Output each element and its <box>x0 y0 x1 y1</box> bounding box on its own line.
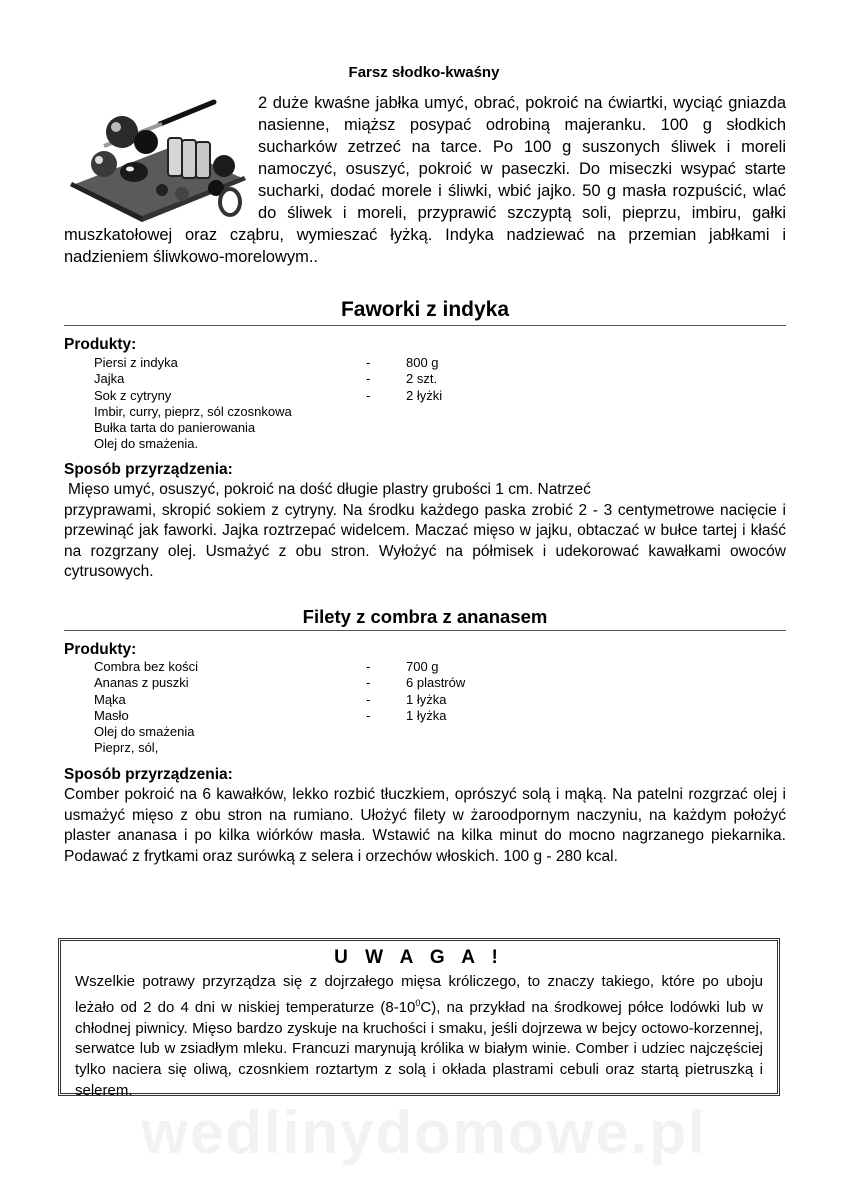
method-paragraph: przyprawami, skropić sokiem z cytryny. Na środku każdego paska zrobić 2 - 3 centymetrowe nacięcie i przewinąć jak faworki. Jajka roztrzepać widelcem. Maczać mięso w jajku, obtaczać w bułce tartej i kłaść na rozgrzany olej. Usmażyć z obu stron. Wyłożyć na półmisek i udekorować kawałkami owoców cytrusowych. <box>64 501 786 580</box>
recipe-title-faworki: Faworki z indyka <box>340 298 510 321</box>
recipe-farsz-text: 2 duże kwaśne jabłka umyć, obrać, pokroić na ćwiartki, wyciąć gniazda nasienne, miąższ posypać odrobiną majeranku. 100 g słodkich sucharków zetrzeć na tarce. Po 100 g suszonych śliwek i moreli namoczyć, osuszyć, pokroić w paseczki. Do miseczki wsypać starte sucharki, dodać morele i śliwki, wbić jajko. 50 g masła rozpuścić, wlać do śliwek i moreli, przyprawić szczyptą soli, pieprzu, imbiru, gałki muszkatołowej oraz cząbru, wymieszać łyżką. Indyka nadziewać na przemian jabłkami i nadzieniem śliwkowo-morelowym.. <box>64 94 786 266</box>
method-text-filety <box>64 785 786 867</box>
ingredient-row <box>94 692 594 708</box>
recipe-farsz-body <box>64 92 786 268</box>
note-text-part: C), na przykład na środkowej półce lodówki lub w chłodnej piwnicy. Mięso bardzo zyskuje na kruchości i smaku, jeśli dojrzewa w bejcy octowo-korzennej, serwatce lub w zsiadłym mleku. Francuzi marynują królika w białym winie. Comber i udziec najczęściej tylko naciera się oliwą, czosnkiem roztartym z solą i okłada plastrami cebuli oraz startą pietruszką i selerem. <box>75 998 763 1099</box>
ingredient-row <box>94 371 594 387</box>
ingredient-row <box>94 724 594 740</box>
ingredient-name: Piersi z indyka <box>94 355 178 370</box>
note-title: U W A G A ! <box>334 947 504 968</box>
ingredient-row <box>94 404 594 420</box>
section-divider <box>64 630 786 631</box>
ingredient-list-filety <box>94 659 594 757</box>
ingredient-list-faworki <box>94 355 594 453</box>
ingredient-name: Bułka tarta do panierowania <box>94 420 256 436</box>
ingredient-qty: 2 łyżki <box>406 387 443 403</box>
note-text-part: Wszelkie potrawy przyrządza się z dojrzałego mięsa króliczego, to znaczy takiego, które po uboju leżało od 2 do 4 dni w niskiej temperaturze (8-10 <box>75 973 763 1016</box>
ingredient-row <box>94 388 594 404</box>
method-heading: Sposób przyrządzenia: <box>64 766 233 783</box>
ingredient-row <box>94 436 594 452</box>
recipe-title-farsz: Farsz słodko-kwaśny <box>348 64 500 81</box>
ingredient-qty: 1 łyżka <box>406 691 447 707</box>
method-paragraph: Comber pokroić na 6 kawałków, lekko rozbić tłuczkiem, oprószyć solą i mąką. Na patelni rozgrzać olej i usmażyć mięso z obu stron na rumiano. Ułożyć filety w żaroodpornym naczyniu, na każdym położyć plaster ananasa i po kilka wiórków masła. Wstawić na kilka minut do mocno nagrzanego piekarnika. Podawać z frytkami oraz surówką z selera i orzechów włoskich. 100 g - 280 kcal. <box>64 786 786 865</box>
ingredient-row <box>94 675 594 691</box>
ingredient-name: Jajka <box>94 371 125 387</box>
ingredient-row <box>94 740 594 756</box>
products-heading: Produkty: <box>64 336 137 353</box>
recipe-title-filety: Filety z combra z ananasem <box>302 606 548 627</box>
section-divider <box>64 325 786 326</box>
ingredient-dash: - <box>366 675 371 691</box>
method-first-line: Mięso umyć, osuszyć, pokroić na dość długie plastry grubości 1 cm. Natrzeć <box>68 481 591 498</box>
method-heading: Sposób przyrządzenia: <box>64 461 233 478</box>
ingredient-dash: - <box>366 355 371 370</box>
note-box <box>58 938 780 1099</box>
ingredient-dash: - <box>366 691 371 707</box>
ingredient-name: Olej do smażenia. <box>94 436 199 452</box>
ingredient-name: Pieprz, sól, <box>94 740 159 756</box>
ingredient-name: Mąka <box>94 691 126 707</box>
ingredient-row <box>94 659 594 675</box>
ingredient-row <box>94 355 594 371</box>
ingredient-name: Sok z cytryny <box>94 387 172 403</box>
ingredient-row <box>94 708 594 724</box>
ingredient-qty: 700 g <box>406 659 439 674</box>
ingredient-qty: 2 szt. <box>406 371 438 387</box>
ingredient-name: Olej do smażenia <box>94 724 195 740</box>
method-text-faworki <box>64 480 786 583</box>
watermark: wedlinydomowe.pl <box>141 1099 707 1166</box>
fruit-board-image <box>64 94 250 224</box>
ingredient-dash: - <box>366 371 371 387</box>
ingredient-name: Combra bez kości <box>94 659 199 674</box>
ingredient-dash: - <box>366 707 371 723</box>
ingredient-qty: 800 g <box>406 355 439 370</box>
ingredient-qty: 1 łyżka <box>406 707 447 723</box>
ingredient-name: Ananas z puszki <box>94 675 189 691</box>
ingredient-dash: - <box>366 387 371 403</box>
ingredient-name: Imbir, curry, pieprz, sól czosnkowa <box>94 403 292 419</box>
ingredient-dash: - <box>366 659 371 674</box>
ingredient-row <box>94 420 594 436</box>
note-text <box>75 972 763 1102</box>
ingredient-qty: 6 plastrów <box>406 675 466 691</box>
ingredient-name: Masło <box>94 707 129 723</box>
products-heading: Produkty: <box>64 641 137 658</box>
degree-superscript: 0 <box>415 997 421 1008</box>
